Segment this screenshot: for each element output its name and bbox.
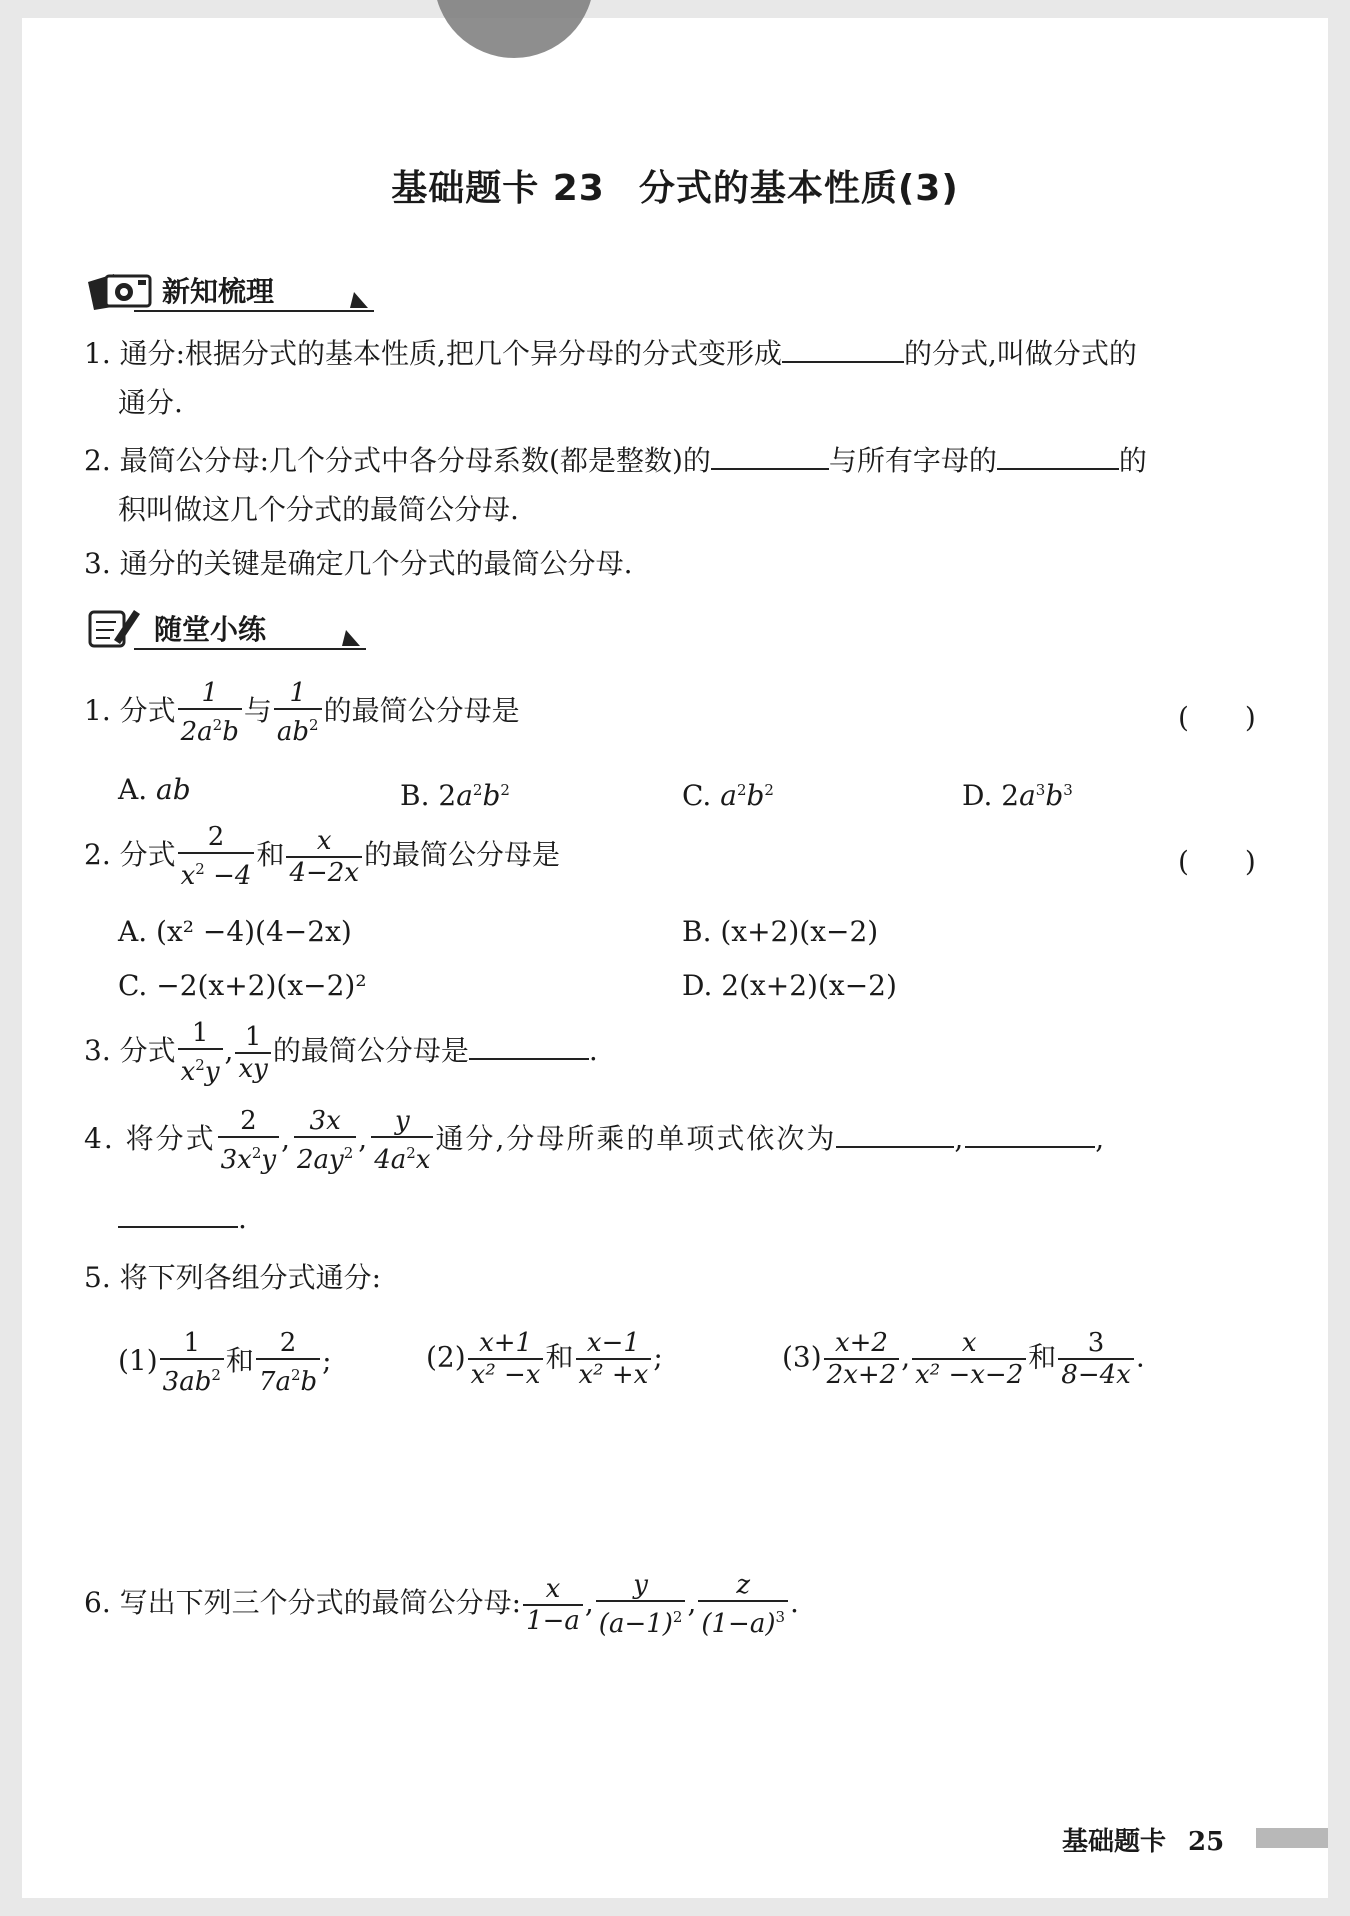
fraction: $\frac{z}{(1-a)^3}$ (698, 1570, 788, 1639)
footer-label: 基础题卡 (1062, 1827, 1167, 1857)
knowledge-item-1: 1. 通分:根据分式的基本性质,把几个异分母的分式变形成 的分式,叫做分式的 (84, 331, 1137, 374)
title-card-number: 基础题卡 23 (391, 168, 605, 209)
fraction: $\frac{x-1}{\text{x² +x}}$ (576, 1328, 652, 1390)
section-practice (84, 606, 366, 650)
page-title (22, 160, 1328, 211)
triangle-icon (342, 630, 360, 646)
page-footer (1062, 1821, 1224, 1858)
option-d[interactable]: D. 2(x+2)(x−2) (682, 969, 897, 1002)
answer-blank[interactable] (118, 1196, 238, 1228)
question-5-part-2: (2) $\frac{x+1}{\text{x² −x}}$ 和 $\frac{x-1}{\text{x² +x}}$ ; (426, 1328, 663, 1390)
answer-blank[interactable] (997, 438, 1119, 470)
knowledge-item-1-cont: 通分. (118, 386, 183, 419)
question-5-part-1: (1) $\frac{1}{3ab^2}$ 和 $\frac{2}{7a^2b}$ ; (118, 1328, 332, 1397)
option-a[interactable]: A. (x² −4)(4−2x) (118, 915, 352, 948)
fraction: $\frac{1}{ab^2}$ (274, 678, 322, 747)
fraction: $\frac{x+2}{2x+2}$ (824, 1328, 900, 1390)
triangle-icon (350, 292, 368, 308)
question-2: 2. 分式 $\frac{2}{x^2 -4}$ 和 $\frac{x}{4-2x}$ 的最简公分母是 (84, 822, 561, 891)
section-rule (134, 648, 366, 650)
answer-blank[interactable] (469, 1028, 589, 1060)
option-b[interactable]: B. $2a^2b^2$ (400, 779, 510, 812)
option-c[interactable]: C. −2(x+2)(x−2)² (118, 969, 367, 1002)
title-topic: 分式的基本性质(3) (638, 168, 959, 209)
question-1: 1. 分式 $\frac{1}{2a^2b}$ 与 $\frac{1}{ab^2}$ 的最简公分母是 (84, 678, 520, 747)
notebook-pen-icon (84, 606, 150, 650)
page-number: 25 (1188, 1827, 1225, 1857)
question-5-part-3: (3) $\frac{x+2}{2x+2}$ , $\frac{x}{\text{x² −x−2}}$ 和 $\frac{3}{8-4x}$ . (782, 1328, 1145, 1390)
question-6: 6. 写出下列三个分式的最简公分母: $\frac{x}{1-a}$ , $\frac{y}{(a-1)^2}$ , $\frac{z}{(1-a)^3}$ . (84, 1570, 799, 1639)
fraction: $\frac{1}{xy}$ (235, 1022, 270, 1084)
fraction: $\frac{2}{7a^2b}$ (256, 1328, 320, 1397)
question-5: 5. 将下列各组分式通分: (84, 1261, 382, 1294)
answer-blank[interactable] (711, 438, 829, 470)
knowledge-item-3: 3. 通分的关键是确定几个分式的最简公分母. (84, 547, 633, 580)
fraction: $\frac{y}{(a-1)^2}$ (596, 1570, 686, 1639)
fraction: $\frac{x+1}{\text{x² −x}}$ (468, 1328, 544, 1390)
fraction: $\frac{2}{x^2 -4}$ (178, 822, 255, 891)
top-decoration (434, 0, 594, 58)
answer-parentheses[interactable]: ( ) (1178, 845, 1256, 878)
question-4: 4. 将分式 $\frac{2}{3x^2y}$ , $\frac{3x}{2ay^2}$ , $\frac{y}{4a^2x}$ 通分,分母所乘的单项式依次为 , , (84, 1106, 1107, 1175)
answer-blank[interactable] (782, 331, 904, 363)
fraction: $\frac{1}{2a^2b}$ (178, 678, 242, 747)
camera-icon (84, 268, 156, 312)
fraction: $\frac{1}{3ab^2}$ (160, 1328, 224, 1397)
fraction: $\frac{3}{8-4x}$ (1058, 1328, 1134, 1390)
section-new-knowledge (84, 268, 376, 312)
fraction: $\frac{1}{x^2y}$ (178, 1018, 223, 1087)
question-4-cont: . (118, 1196, 247, 1239)
option-a[interactable]: A. ab (118, 773, 191, 806)
fraction: $\frac{2}{3x^2y}$ (218, 1106, 279, 1175)
option-d[interactable]: D. $2a^3b^3$ (962, 779, 1073, 812)
section-label: 新知梳理 (162, 275, 275, 308)
option-b[interactable]: B. (x+2)(x−2) (682, 915, 879, 948)
question-3: 3. 分式 $\frac{1}{x^2y}$ , $\frac{1}{xy}$ 的最简公分母是 . (84, 1018, 598, 1087)
answer-parentheses[interactable]: ( ) (1178, 701, 1256, 734)
answer-blank[interactable] (965, 1116, 1095, 1148)
knowledge-item-2: 2. 最简公分母:几个分式中各分母系数(都是整数)的 与所有字母的 的 (84, 438, 1147, 481)
section-label: 随堂小练 (154, 613, 267, 646)
workbook-page (22, 18, 1328, 1898)
section-rule (134, 310, 374, 312)
fraction: $\frac{x}{1-a}$ (523, 1574, 583, 1636)
fraction: $\frac{x}{\text{x² −x−2}}$ (912, 1328, 1026, 1390)
footer-decoration (1256, 1828, 1328, 1848)
fraction: $\frac{y}{4a^2x}$ (371, 1106, 433, 1175)
fraction: $\frac{3x}{2ay^2}$ (294, 1106, 356, 1175)
answer-blank[interactable] (836, 1116, 954, 1148)
fraction: $\frac{x}{4-2x}$ (286, 826, 362, 888)
option-c[interactable]: C. $a^2b^2$ (682, 779, 774, 812)
knowledge-item-2-cont: 积叫做这几个分式的最简公分母. (118, 493, 519, 526)
